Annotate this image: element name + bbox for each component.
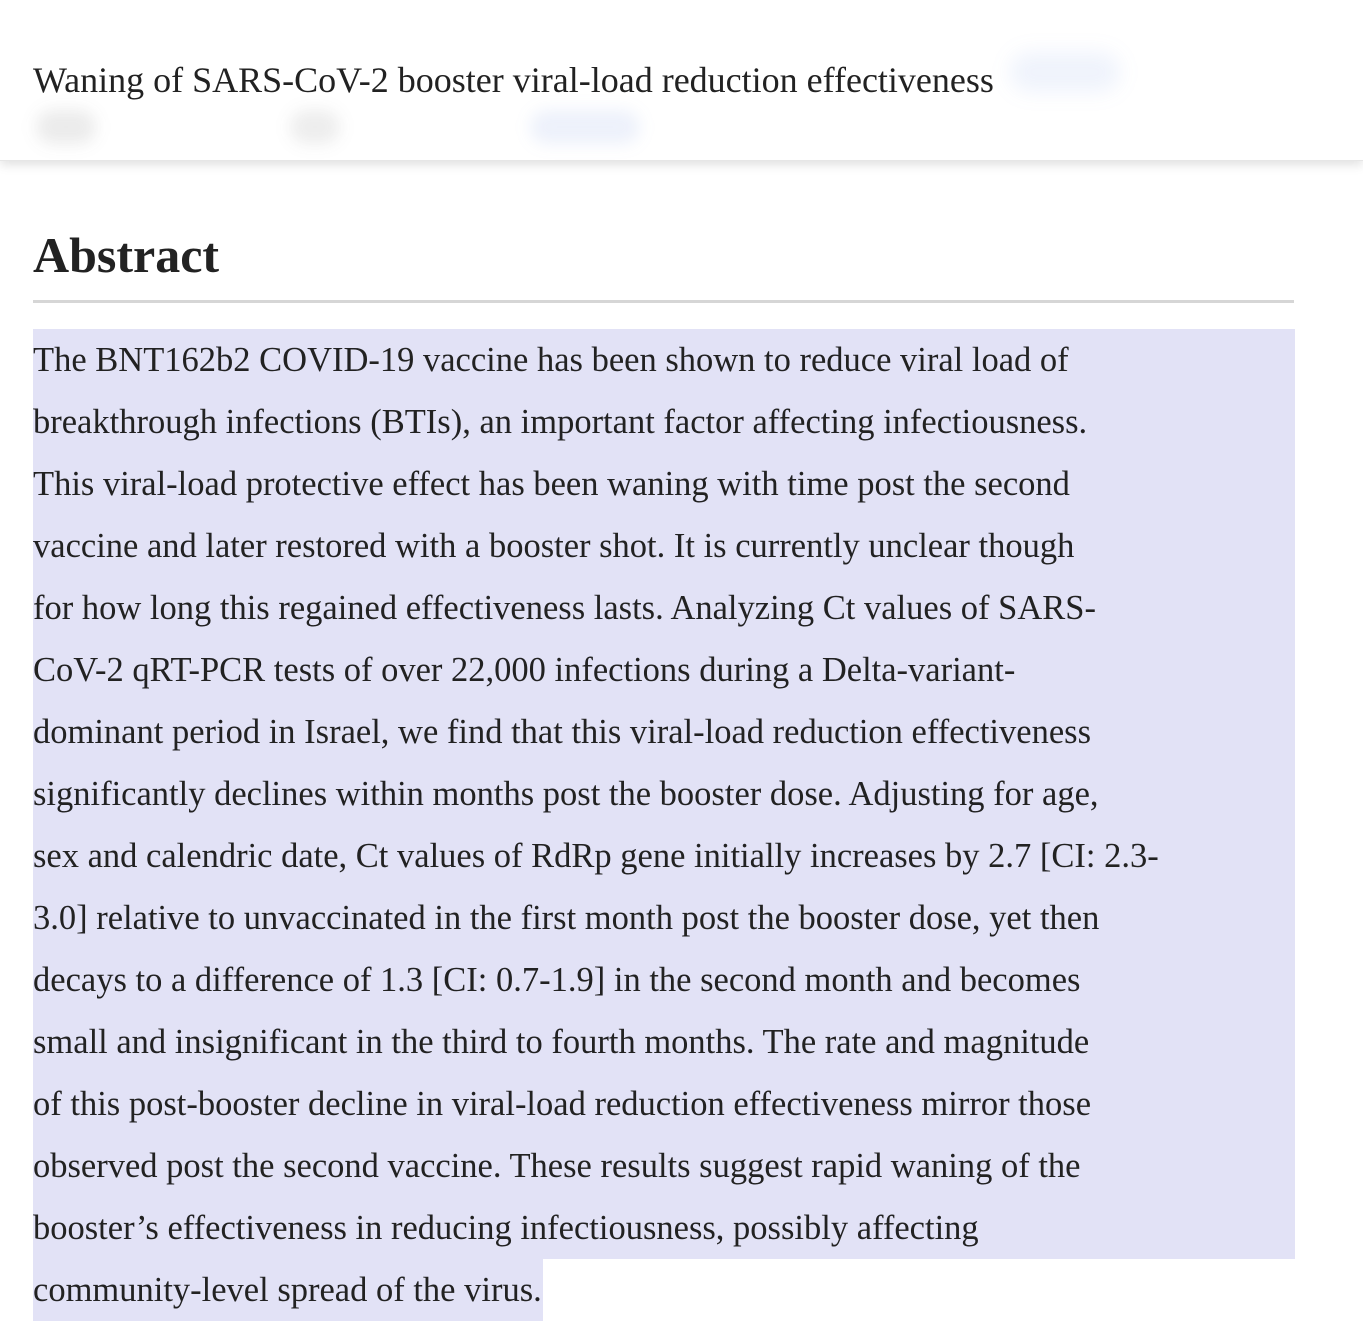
abstract-line: vaccine and later restored with a booster shot. It is currently unclear though [33,515,1295,577]
abstract-text[interactable] [33,329,1295,1321]
abstract-line: dominant period in Israel, we find that this viral-load reduction effectiveness [33,701,1295,763]
abstract-line: sex and calendric date, Ct values of RdRp gene initially increases by 2.7 [CI: 2.3- [33,825,1295,887]
abstract-line: booster’s effectiveness in reducing infectiousness, possibly affecting [33,1197,1295,1259]
section-divider [33,300,1294,303]
abstract-line: significantly declines within months post the booster dose. Adjusting for age, [33,763,1295,825]
abstract-line: CoV-2 qRT-PCR tests of over 22,000 infections during a Delta-variant- [33,639,1295,701]
blurred-element [290,110,340,144]
abstract-line: for how long this regained effectiveness lasts. Analyzing Ct values of SARS- [33,577,1295,639]
abstract-line: small and insignificant in the third to fourth months. The rate and magnitude [33,1011,1295,1073]
abstract-line: 3.0] relative to unvaccinated in the first month post the booster dose, yet then [33,887,1295,949]
abstract-line: decays to a difference of 1.3 [CI: 0.7-1.9] in the second month and becomes [33,949,1295,1011]
blurred-link [530,110,640,144]
abstract-line: of this post-booster decline in viral-load reduction effectiveness mirror those [33,1073,1295,1135]
blurred-element [36,110,96,144]
blurred-element [1010,52,1120,92]
article-title: Waning of SARS-CoV-2 booster viral-load reduction effectiveness [33,60,994,100]
abstract-line: observed post the second vaccine. These results suggest rapid waning of the [33,1135,1295,1197]
abstract-line: breakthrough infections (BTIs), an important factor affecting infectiousness. [33,391,1295,453]
article-header [0,0,1363,161]
abstract-line: This viral-load protective effect has been waning with time post the second [33,453,1295,515]
blurred-metadata-row [0,110,1363,150]
abstract-heading: Abstract [33,227,220,283]
abstract-line: community-level spread of the virus. [33,1259,543,1321]
abstract-section [33,222,1294,288]
abstract-line: The BNT162b2 COVID-19 vaccine has been shown to reduce viral load of [33,329,1295,391]
